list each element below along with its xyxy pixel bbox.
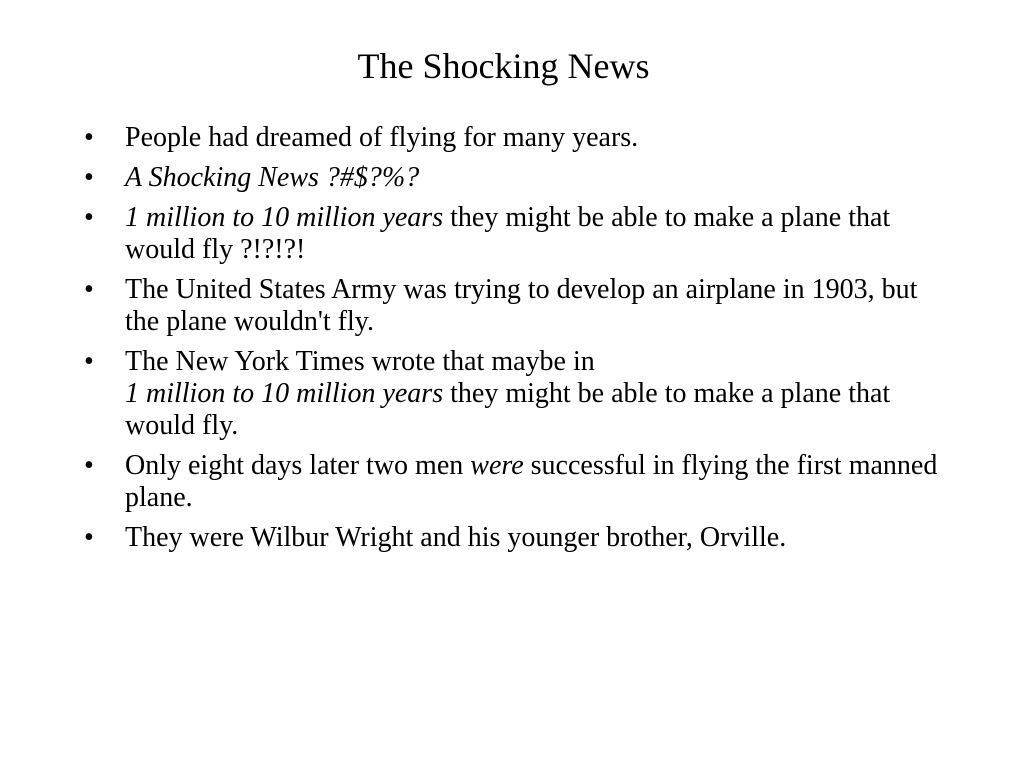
bullet-text-italic: 1 million to 10 million years (125, 378, 444, 409)
bullet-item-million-years (84, 202, 954, 266)
bullet-text: successful in flying the first manned plane. (125, 450, 938, 513)
bullet-item-army-airplane (84, 274, 954, 338)
bullet-marker: • (84, 122, 94, 153)
bullet-text: they might be able to make a plane that would fly ?!?!?! (125, 202, 891, 265)
bullet-item-shocking-news (84, 162, 954, 194)
bullet-list (84, 122, 954, 562)
bullet-text: The United States Army was trying to develop an airplane in 1903, but the plane wouldn't fly. (125, 274, 918, 337)
bullet-marker: • (84, 450, 94, 481)
bullet-text: The New York Times wrote that maybe in (125, 346, 595, 377)
bullet-text-italic: were (470, 450, 524, 481)
bullet-item-dreamed-of-flying (84, 122, 954, 154)
bullet-text: they might be able to make a plane that would fly. (125, 378, 891, 441)
bullet-item-wright-brothers (84, 522, 954, 554)
bullet-marker: • (84, 202, 94, 233)
bullet-marker: • (84, 274, 94, 305)
bullet-text: People had dreamed of flying for many years. (125, 122, 639, 153)
bullet-marker: • (84, 162, 94, 193)
slide-title: The Shocking News (357, 46, 650, 86)
bullet-marker: • (84, 346, 94, 377)
bullet-text-italic: 1 million to 10 million years (125, 202, 444, 233)
bullet-text-italic: A Shocking News ?#$?%? (125, 162, 420, 193)
bullet-item-eight-days-later (84, 450, 954, 514)
bullet-item-new-york-times (84, 346, 954, 442)
bullet-text: They were Wilbur Wright and his younger brother, Orville. (125, 522, 787, 553)
bullet-text: Only eight days later two men (125, 450, 471, 481)
bullet-marker: • (84, 522, 94, 553)
